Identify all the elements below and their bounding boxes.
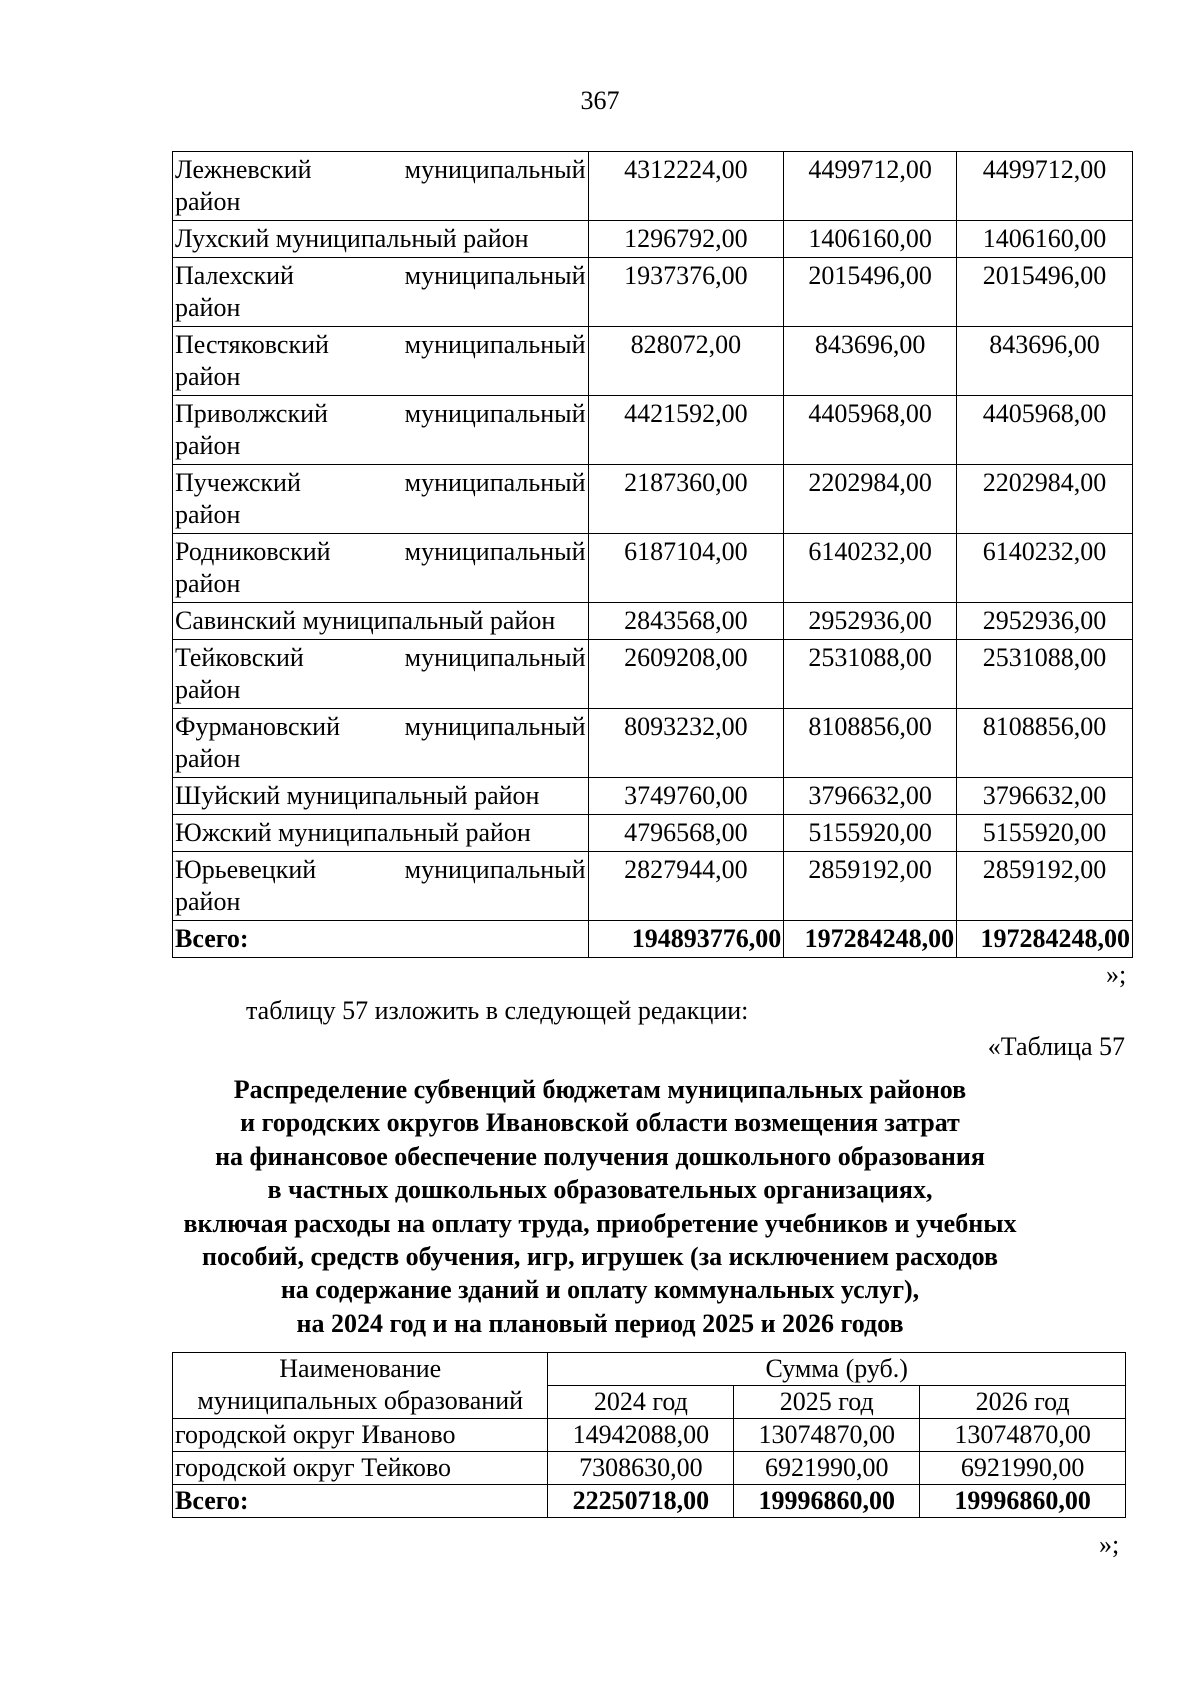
table-title bbox=[150, 1073, 1050, 1340]
table2-body bbox=[173, 1419, 1126, 1518]
title-line: Распределение субвенций бюджетам муниципальных районов bbox=[233, 1075, 967, 1104]
value-2024: 2609208,00 bbox=[588, 640, 784, 709]
row-name: Родниковский муниципальный район bbox=[173, 534, 589, 603]
value-2024: 1296792,00 bbox=[588, 221, 784, 258]
value-2025: 2531088,00 bbox=[784, 640, 957, 709]
table-row bbox=[173, 534, 1133, 603]
value-2024: 8093232,00 bbox=[588, 709, 784, 778]
row-name: Юрьевецкий муниципальный район bbox=[173, 852, 589, 921]
value-2026: 2531088,00 bbox=[957, 640, 1133, 709]
table-row bbox=[173, 1419, 1126, 1452]
row-name: Приволжский муниципальный район bbox=[173, 396, 589, 465]
value-2025: 6921990,00 bbox=[734, 1452, 920, 1485]
value-2026: 2202984,00 bbox=[957, 465, 1133, 534]
value-2025: 843696,00 bbox=[784, 327, 957, 396]
table2-header bbox=[173, 1353, 1126, 1419]
table-row bbox=[173, 258, 1133, 327]
total-label: Всего: bbox=[173, 921, 589, 958]
value-2025: 3796632,00 bbox=[784, 778, 957, 815]
value-2026: 3796632,00 bbox=[957, 778, 1133, 815]
total-2024: 22250718,00 bbox=[548, 1485, 734, 1518]
value-2026: 843696,00 bbox=[957, 327, 1133, 396]
value-2025: 6140232,00 bbox=[784, 534, 957, 603]
closing-quote: »; bbox=[1106, 960, 1127, 989]
table-row bbox=[173, 640, 1133, 709]
table-row bbox=[173, 221, 1133, 258]
value-2026: 2859192,00 bbox=[957, 852, 1133, 921]
sum-column-header: Сумма (руб.) bbox=[548, 1353, 1126, 1386]
year-2024-header: 2024 год bbox=[548, 1386, 734, 1419]
value-2025: 4499712,00 bbox=[784, 152, 957, 221]
row-name: городской округ Иваново bbox=[173, 1419, 548, 1452]
value-2024: 2187360,00 bbox=[588, 465, 784, 534]
year-2026-header: 2026 год bbox=[920, 1386, 1126, 1419]
table-row bbox=[173, 396, 1133, 465]
value-2025: 2202984,00 bbox=[784, 465, 957, 534]
table-row bbox=[173, 709, 1133, 778]
title-line: на 2024 год и на плановый период 2025 и 2026 годов bbox=[296, 1308, 904, 1338]
value-2025: 2015496,00 bbox=[784, 258, 957, 327]
table-row bbox=[173, 815, 1133, 852]
table1-body bbox=[173, 152, 1133, 958]
value-2025: 2859192,00 bbox=[784, 852, 957, 921]
title-line: пособий, средств обучения, игр, игрушек (за исключением расходов bbox=[202, 1242, 998, 1272]
value-2024: 6187104,00 bbox=[588, 534, 784, 603]
total-row bbox=[173, 921, 1133, 958]
page-number: 367 bbox=[580, 86, 620, 115]
table-row bbox=[173, 778, 1133, 815]
value-2024: 4796568,00 bbox=[588, 815, 784, 852]
value-2026: 13074870,00 bbox=[920, 1419, 1126, 1452]
value-2026: 4499712,00 bbox=[957, 152, 1133, 221]
value-2024: 4312224,00 bbox=[588, 152, 784, 221]
value-2026: 6140232,00 bbox=[957, 534, 1133, 603]
row-name: Лежневский муниципальный район bbox=[173, 152, 589, 221]
closing-quote: »; bbox=[1099, 1530, 1120, 1559]
amendment-instruction: таблицу 57 изложить в следующей редакции: bbox=[246, 996, 749, 1025]
value-2024: 7308630,00 bbox=[548, 1452, 734, 1485]
table-row bbox=[173, 465, 1133, 534]
table-row bbox=[173, 1452, 1126, 1485]
total-2025: 19996860,00 bbox=[734, 1485, 920, 1518]
value-2026: 2952936,00 bbox=[957, 603, 1133, 640]
value-2026: 5155920,00 bbox=[957, 815, 1133, 852]
row-name: городской округ Тейково bbox=[173, 1452, 548, 1485]
allocation-table-continued bbox=[172, 151, 1133, 958]
value-2024: 2843568,00 bbox=[588, 603, 784, 640]
value-2024: 3749760,00 bbox=[588, 778, 784, 815]
row-name: Пестяковский муниципальный район bbox=[173, 327, 589, 396]
value-2024: 828072,00 bbox=[588, 327, 784, 396]
value-2025: 5155920,00 bbox=[784, 815, 957, 852]
row-name: Шуйский муниципальный район bbox=[173, 778, 589, 815]
value-2025: 8108856,00 bbox=[784, 709, 957, 778]
table-row bbox=[173, 327, 1133, 396]
row-name: Тейковский муниципальный район bbox=[173, 640, 589, 709]
value-2026: 4405968,00 bbox=[957, 396, 1133, 465]
total-2026: 197284248,00 bbox=[957, 921, 1133, 958]
total-row bbox=[173, 1485, 1126, 1518]
value-2024: 4421592,00 bbox=[588, 396, 784, 465]
total-2024: 194893776,00 bbox=[588, 921, 784, 958]
value-2025: 4405968,00 bbox=[784, 396, 957, 465]
name-column-header: Наименование муниципальных образований bbox=[173, 1353, 548, 1419]
row-name: Палехский муниципальный район bbox=[173, 258, 589, 327]
total-2026: 19996860,00 bbox=[920, 1485, 1126, 1518]
value-2025: 2952936,00 bbox=[784, 603, 957, 640]
table-row bbox=[173, 852, 1133, 921]
title-line: в частных дошкольных образовательных организациях, bbox=[267, 1175, 933, 1205]
row-name: Южский муниципальный район bbox=[173, 815, 589, 852]
title-line: включая расходы на оплату труда, приобретение учебников и учебных bbox=[183, 1208, 1017, 1238]
value-2024: 14942088,00 bbox=[548, 1419, 734, 1452]
header-row bbox=[173, 1353, 1126, 1386]
allocation-table-57 bbox=[172, 1352, 1126, 1518]
value-2024: 1937376,00 bbox=[588, 258, 784, 327]
year-2025-header: 2025 год bbox=[734, 1386, 920, 1419]
row-name: Фурмановский муниципальный район bbox=[173, 709, 589, 778]
row-name: Савинский муниципальный район bbox=[173, 603, 589, 640]
value-2026: 2015496,00 bbox=[957, 258, 1133, 327]
value-2024: 2827944,00 bbox=[588, 852, 784, 921]
title-line: и городских округов Ивановской области возмещения затрат bbox=[240, 1108, 960, 1138]
value-2026: 6921990,00 bbox=[920, 1452, 1126, 1485]
title-line: на содержание зданий и оплату коммунальных услуг), bbox=[280, 1275, 920, 1305]
table-label: «Таблица 57 bbox=[987, 1032, 1125, 1061]
row-name: Лухский муниципальный район bbox=[173, 221, 589, 258]
table-row bbox=[173, 603, 1133, 640]
title-line: на финансовое обеспечение получения дошкольного образования bbox=[215, 1141, 985, 1171]
table-row bbox=[173, 152, 1133, 221]
total-2025: 197284248,00 bbox=[784, 921, 957, 958]
value-2026: 8108856,00 bbox=[957, 709, 1133, 778]
value-2025: 1406160,00 bbox=[784, 221, 957, 258]
total-label: Всего: bbox=[173, 1485, 548, 1518]
value-2026: 1406160,00 bbox=[957, 221, 1133, 258]
row-name: Пучежский муниципальный район bbox=[173, 465, 589, 534]
value-2025: 13074870,00 bbox=[734, 1419, 920, 1452]
